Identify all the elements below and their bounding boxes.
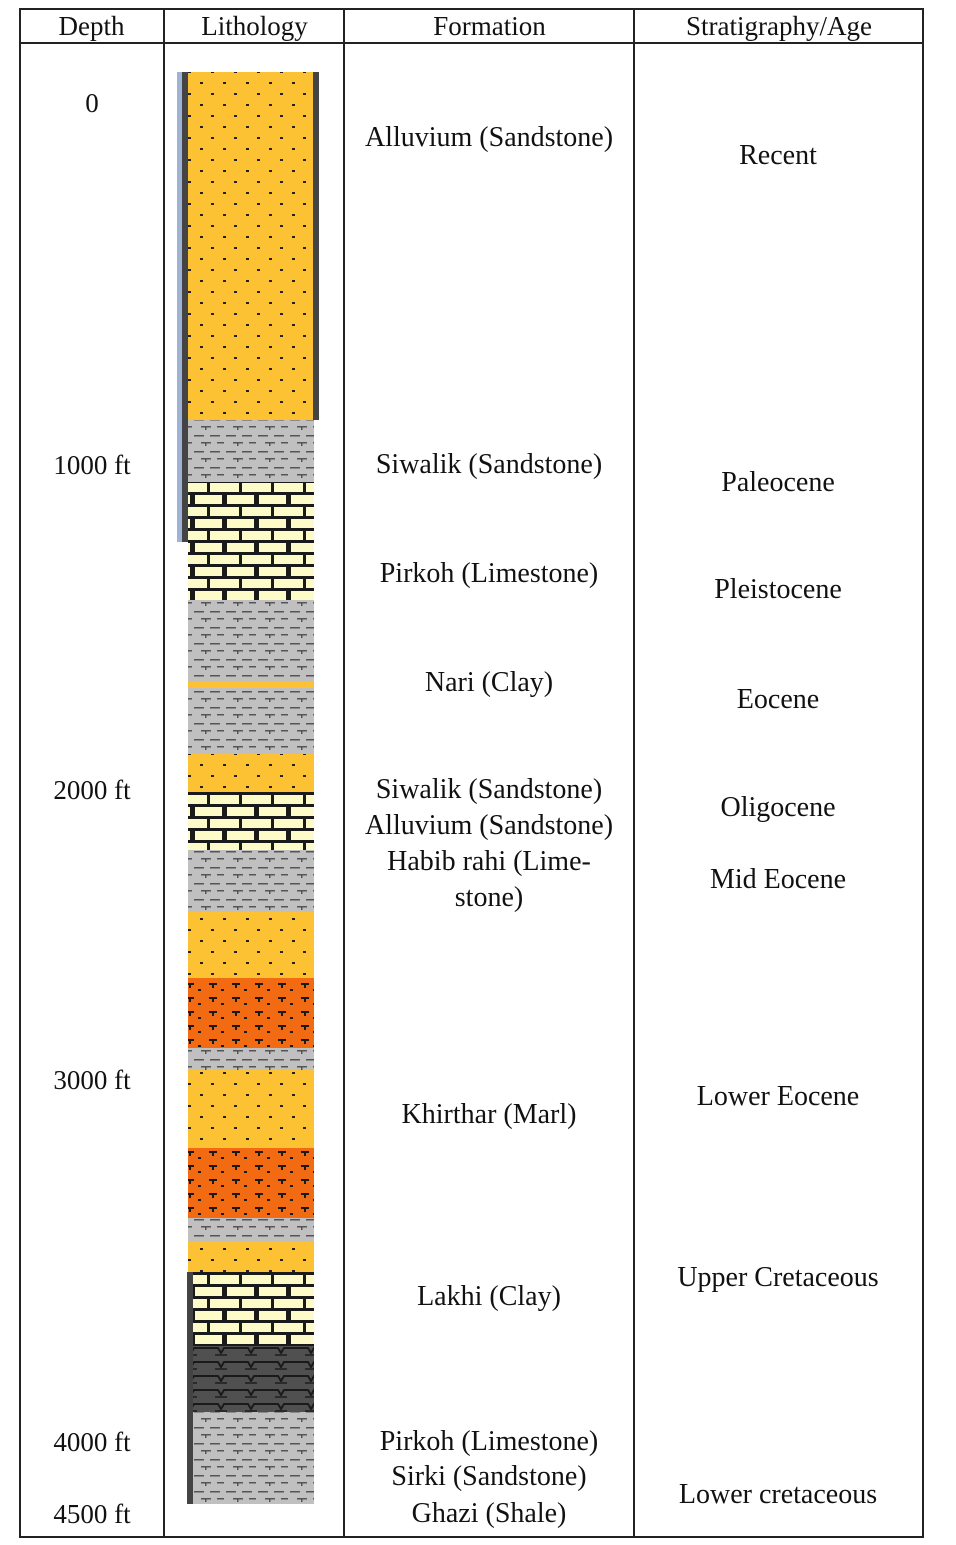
- lithology-layer-clay: [188, 1218, 314, 1242]
- formation-label: Pirkoh (Limestone): [379, 1426, 599, 1457]
- formation-label: Khirthar (Marl): [401, 1099, 577, 1130]
- age-label: Paleocene: [721, 467, 835, 498]
- lithology-layer-marl: [188, 1148, 314, 1218]
- formation-label: Alluvium (Sandstone): [364, 810, 614, 841]
- lithology-layer-clay: [188, 850, 314, 912]
- depth-label: 4500 ft: [53, 1499, 131, 1529]
- lithology-layer-sandstone: [188, 1070, 314, 1148]
- lithology-layer-clay: [193, 1412, 314, 1504]
- depth-label: 2000 ft: [53, 775, 131, 805]
- depth-label: 1000 ft: [53, 450, 131, 480]
- depth-label: 3000 ft: [53, 1065, 131, 1095]
- lithology-layer-sandstone: [188, 1242, 314, 1272]
- lithology-layer-sandstone-thin: [188, 682, 314, 688]
- formation-label: Sirki (Sandstone): [391, 1461, 587, 1492]
- column-edge: [177, 72, 182, 542]
- lithology-layer-sandstone: [188, 754, 314, 792]
- formation-label: Nari (Clay): [424, 667, 554, 698]
- lithology-layer-clay: [188, 688, 314, 754]
- column-edge: [182, 72, 188, 542]
- formation-label: Siwalik (Sandstone): [375, 774, 603, 805]
- lithology-layer-sandstone: [188, 72, 314, 420]
- age-label: Recent: [739, 140, 817, 171]
- column-edge: [187, 1272, 193, 1504]
- header-formation: Formation: [433, 10, 546, 41]
- lithology-layer-clay: [188, 600, 314, 682]
- lithology-layer-clay: [188, 420, 314, 482]
- depth-label: 0: [85, 88, 99, 118]
- lithology-layer-clay: [188, 1048, 314, 1070]
- lithology-layer-limestone: [188, 482, 314, 600]
- formation-label: Siwalik (Sandstone): [375, 449, 603, 480]
- age-label: Pleistocene: [714, 574, 842, 605]
- lithology-layer-shale: [193, 1346, 314, 1412]
- age-label: Lower cretaceous: [678, 1479, 878, 1510]
- lithology-layer-limestone: [188, 792, 314, 850]
- lithology-layer-sandstone: [188, 912, 314, 978]
- header-lithology: Lithology: [201, 10, 308, 41]
- age-label: Lower Eocene: [696, 1081, 860, 1112]
- age-label: Eocene: [736, 684, 820, 715]
- age-label: Oligocene: [720, 792, 836, 823]
- formation-label: Habib rahi (Lime- stone): [387, 846, 591, 913]
- header-depth: Depth: [58, 10, 125, 41]
- formation-label: Lakhi (Clay): [417, 1281, 561, 1312]
- depth-label: 4000 ft: [53, 1427, 131, 1457]
- age-label: Upper Cretaceous: [677, 1262, 879, 1293]
- formation-label: Pirkoh (Limestone): [379, 558, 599, 589]
- age-label: Mid Eocene: [709, 864, 847, 895]
- formation-label: Alluvium (Sandstone): [364, 122, 614, 153]
- header-age: Stratigraphy/Age: [686, 10, 872, 41]
- lithology-layer-marl: [188, 978, 314, 1048]
- lithology-layer-limestone: [193, 1272, 314, 1346]
- column-edge: [313, 72, 319, 420]
- formation-label: Ghazi (Shale): [411, 1498, 567, 1529]
